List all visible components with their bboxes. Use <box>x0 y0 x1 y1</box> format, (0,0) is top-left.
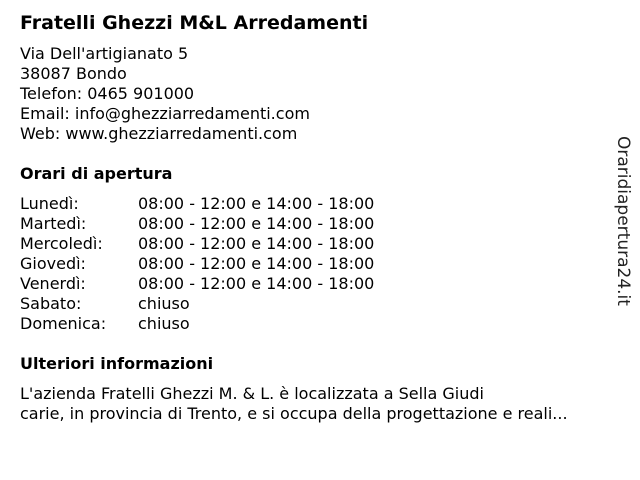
day-hours: 08:00 - 12:00 e 14:00 - 18:00 <box>138 274 375 293</box>
more-info-heading: Ulteriori informazioni <box>20 354 214 373</box>
day-label: Giovedì: <box>20 254 86 273</box>
day-hours: chiuso <box>138 294 190 313</box>
contact-block <box>20 44 310 144</box>
opening-hours-heading: Orari di apertura <box>20 164 173 183</box>
day-hours: 08:00 - 12:00 e 14:00 - 18:00 <box>138 254 375 273</box>
day-hours: 08:00 - 12:00 e 14:00 - 18:00 <box>138 194 375 213</box>
day-hours: chiuso <box>138 314 190 333</box>
day-label: Mercoledì: <box>20 234 103 253</box>
business-description <box>20 384 620 424</box>
address-city: 38087 Bondo <box>20 64 127 83</box>
day-label: Martedì: <box>20 214 87 233</box>
email-address[interactable]: Email: info@ghezziarredamenti.com <box>20 104 310 123</box>
description-line: L'azienda Fratelli Ghezzi M. & L. è localizzata a Sella Giudi <box>20 384 484 403</box>
day-label: Domenica: <box>20 314 107 333</box>
day-label: Sabato: <box>20 294 82 313</box>
phone-number[interactable]: Telefon: 0465 901000 <box>20 84 195 103</box>
site-brand-watermark: Oraridiapertura24.it <box>613 136 633 306</box>
day-label: Venerdì: <box>20 274 86 293</box>
business-name: Fratelli Ghezzi M&L Arredamenti <box>20 12 369 34</box>
website-link[interactable]: Web: www.ghezziarredamenti.com <box>20 124 298 143</box>
address-street: Via Dell'artigianato 5 <box>20 44 189 63</box>
day-hours: 08:00 - 12:00 e 14:00 - 18:00 <box>138 234 375 253</box>
day-hours: 08:00 - 12:00 e 14:00 - 18:00 <box>138 214 375 233</box>
description-line: carie, in provincia di Trento, e si occupa della progettazione e reali... <box>20 404 568 423</box>
day-label: Lunedì: <box>20 194 79 213</box>
